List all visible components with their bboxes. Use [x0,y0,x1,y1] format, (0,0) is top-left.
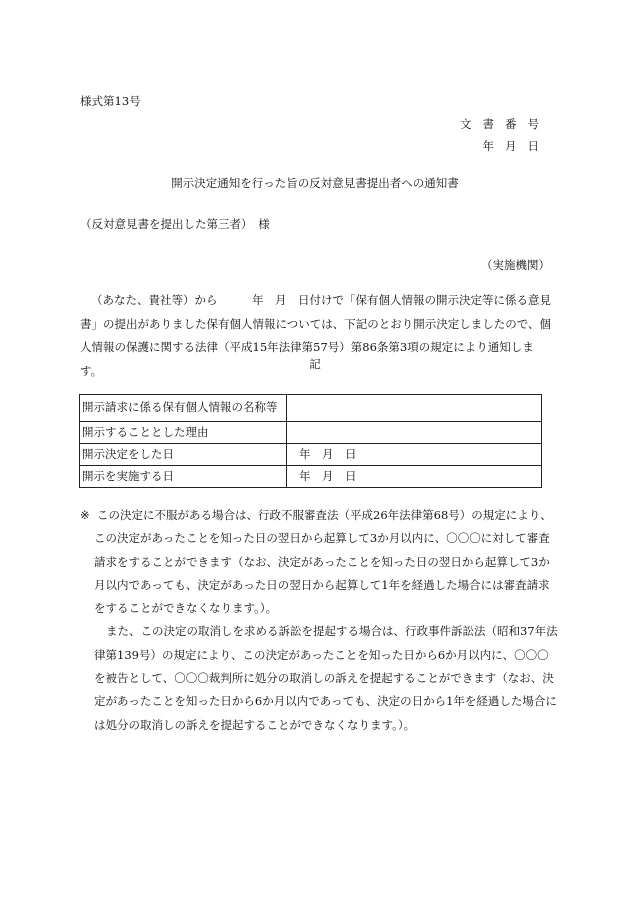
table-row-value [287,395,542,422]
addressee: （反対意見書を提出した第三者） 様 [80,217,270,231]
document-date-label: 年月日 [482,139,550,153]
form-number: 様式第13号 [80,94,141,108]
document-number-label: 文書番号 [460,117,550,131]
table-row-value [287,422,542,444]
table-row-label: 開示を実施する日 [80,466,287,488]
decision-details-table [79,394,542,488]
document-title: 開示決定通知を行った旨の反対意見書提出者への通知書 [171,176,459,190]
note-paragraph-lawsuit: また、この決定の取消しを求める訴訟を提起する場合は、行政事件訴訟法（昭和37年法律第139号）の規定により、この決定があったことを知った日から6か月以内に、〇〇〇を被告として、〇〇〇裁判所に処分の取消しの訴えを提起することができます（なお、決定があったことを知った日から6か月以内であっても、決定の日から1年を経過した場合には処分の取消しの訴えを提起することができなくなります。）。 [94,624,558,732]
appeal-note [80,504,560,737]
note-paragraph-appeal: この決定に不服がある場合は、行政不服審査法（平成26年法律第68号）の規定により、この決定があったことを知った日の翌日から起算して3か月以内に、〇〇〇に対して審査請求をすることができます（なお、決定があったことを知った日の翌日から起算して3か月以内であっても、決定があった日の翌日から起算して1年を経過した場合には審査請求をすることができなくなります。）。 [94,508,552,616]
table-row-label: 開示請求に係る保有個人情報の名称等 [80,395,287,422]
note-mark: ※ [80,508,90,522]
table-row [80,422,542,444]
table-row-label: 開示することとした理由 [80,422,287,444]
table-row [80,466,542,488]
notice-paragraph: （あなた、貴社等）から 年 月 日付けで「保有個人情報の開示決定等に係る意見書」の提出がありました保有個人情報については、下記のとおり開示決定しましたので、個人情報の保護に関する法律（平成15年法律第57号）第86条第3項の規定により通知します。 [80,293,552,378]
table-row-label: 開示決定をした日 [80,444,287,466]
issuing-agency: （実施機関） [481,258,550,272]
table-row [80,395,542,422]
ki-heading: 記 [309,357,321,371]
table-row [80,444,542,466]
table-row-value: 年 月 日 [287,444,542,466]
table-row-value: 年 月 日 [287,466,542,488]
